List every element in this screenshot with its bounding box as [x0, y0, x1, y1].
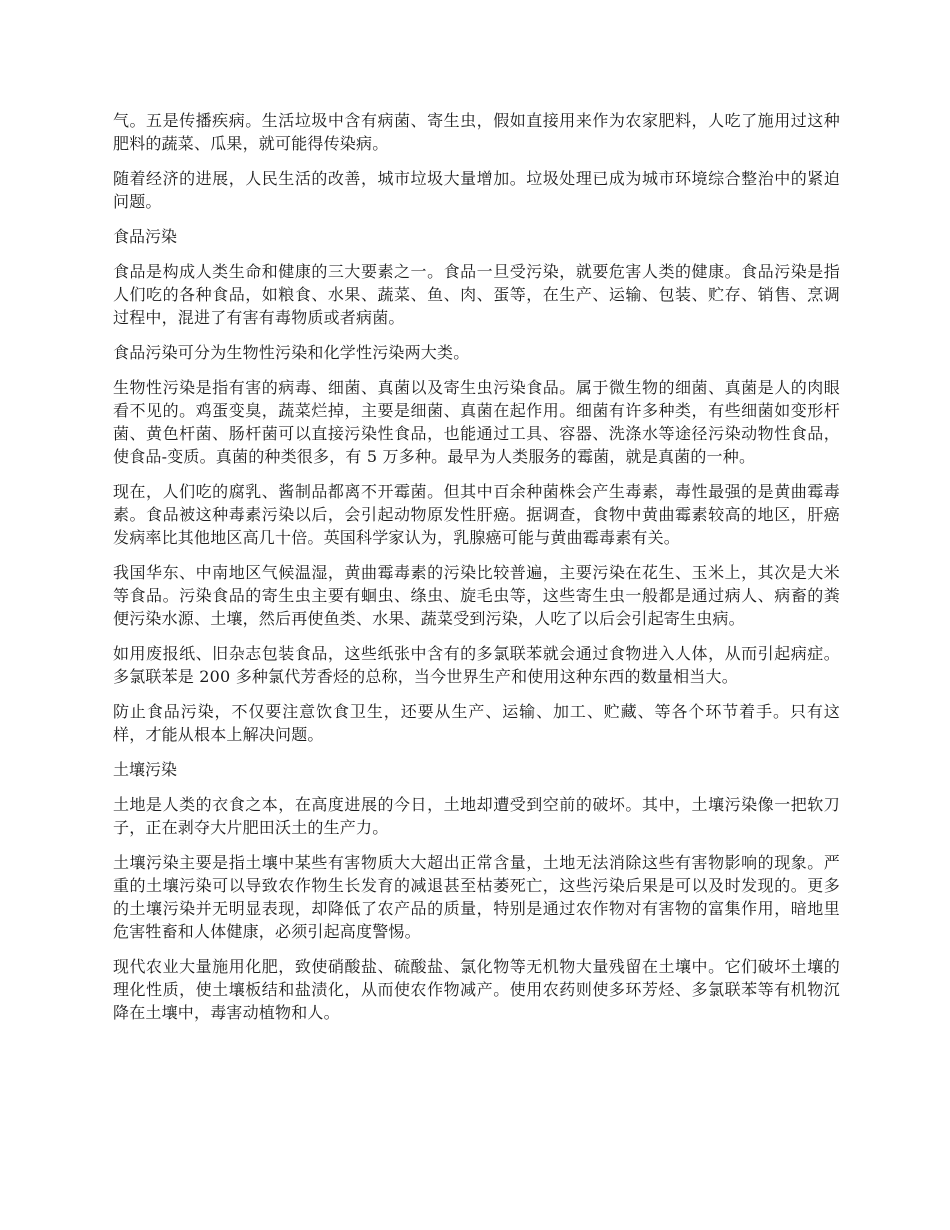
document-page [113, 109, 840, 1036]
paragraph-fertilizer-pesticide: 现代农业大量施用化肥，致使硝酸盐、硫酸盐、氯化物等无机物大量残留在土壤中。它们破坏土壤的理化性质，使土壤板结和盐渍化，从而使农作物减产。使用农药则使多环芳烃、多氯联苯等有机物沉降在土壤中，毒害动植物和人。 [113, 957, 840, 1022]
paragraph-food-categories: 食品污染可分为生物性污染和化学性污染两大类。 [113, 343, 470, 362]
paragraph-soil-definition: 土壤污染主要是指土壤中某些有害物质大大超出正常含量，土地无法消除这些有害物影响的现象。严重的土壤污染可以导致农作物生长发育的减退甚至枯萎死亡，这些污染后果是可以及时发现的。更多的土壤污染并无明显表现，却降低了农产品的质量，特别是通过农作物对有害物的富集作用，暗地里危害牲畜和人体健康，必须引起高度警惕。 [113, 853, 840, 941]
paragraph-food-definition: 食品是构成人类生命和健康的三大要素之一。食品一旦受污染，就要危害人类的健康。食品污染是指人们吃的各种食品，如粮食、水果、蔬菜、鱼、肉、蛋等，在生产、运输、包装、贮存、销售、烹调过程中，混进了有害有毒物质或者病菌。 [113, 262, 840, 327]
paragraph-biological-pollution: 生物性污染是指有害的病毒、细菌、真菌以及寄生虫污染食品。属于微生物的细菌、真菌是人的肉眼看不见的。鸡蛋变臭，蔬菜烂掉，主要是细菌、真菌在起作用。细菌有许多种类，有些细菌如变形杆菌、黄色杆菌、肠杆菌可以直接污染性食品，也能通过工具、容器、洗涤水等途径污染动物性食品，使食品-变质。真菌的种类很多，有 5 万多种。最早为人类服务的霉菌，就是真菌的一种。 [113, 378, 840, 466]
section-heading-soil-pollution: 土壤污染 [113, 760, 178, 779]
paragraph-disease-transmission: 气。五是传播疾病。生活垃圾中含有病菌、寄生虫，假如直接用来作为农家肥料，人吃了施用过这种肥料的蔬菜、瓜果，就可能得传染病。 [113, 111, 840, 153]
paragraph-soil-intro: 土地是人类的衣食之本，在高度进展的今日，土地却遭受到空前的破坏。其中，土壤污染像一把软刀子，正在剥夺大片肥田沃土的生产力。 [113, 795, 840, 837]
paragraph-urban-garbage: 随着经济的进展，人民生活的改善，城市垃圾大量增加。垃圾处理已成为城市环境综合整治中的紧迫问题。 [113, 169, 840, 211]
paragraph-pcb-packaging: 如用废报纸、旧杂志包装食品，这些纸张中含有的多氯联苯就会通过食物进入人体，从而引起病症。多氯联苯是 200 多种氯代芳香烃的总称，当今世界生产和使用这种东西的数量相当大。 [113, 644, 840, 686]
paragraph-regional-parasites: 我国华东、中南地区气候温湿，黄曲霉毒素的污染比较普遍，主要污染在花生、玉米上，其次是大米等食品。污染食品的寄生虫主要有蛔虫、绦虫、旋毛虫等，这些寄生虫一般都是通过病人、病畜的粪便污染水源、土壤，然后再使鱼类、水果、蔬菜受到污染，人吃了以后会引起寄生虫病。 [113, 563, 840, 628]
paragraph-food-prevention: 防止食品污染，不仅要注意饮食卫生，还要从生产、运输、加工、贮藏、等各个环节着手。只有这样，才能从根本上解决问题。 [113, 702, 840, 744]
paragraph-aflatoxin: 现在，人们吃的腐乳、酱制品都离不开霉菌。但其中百余种菌株会产生毒素，毒性最强的是黄曲霉毒素。食品被这种毒素污染以后，会引起动物原发性肝癌。据调查，食物中黄曲霉素较高的地区，肝癌发病率比其他地区高几十倍。英国科学家认为，乳腺癌可能与黄曲霉毒素有关。 [113, 482, 840, 547]
section-heading-food-pollution: 食品污染 [113, 227, 178, 246]
